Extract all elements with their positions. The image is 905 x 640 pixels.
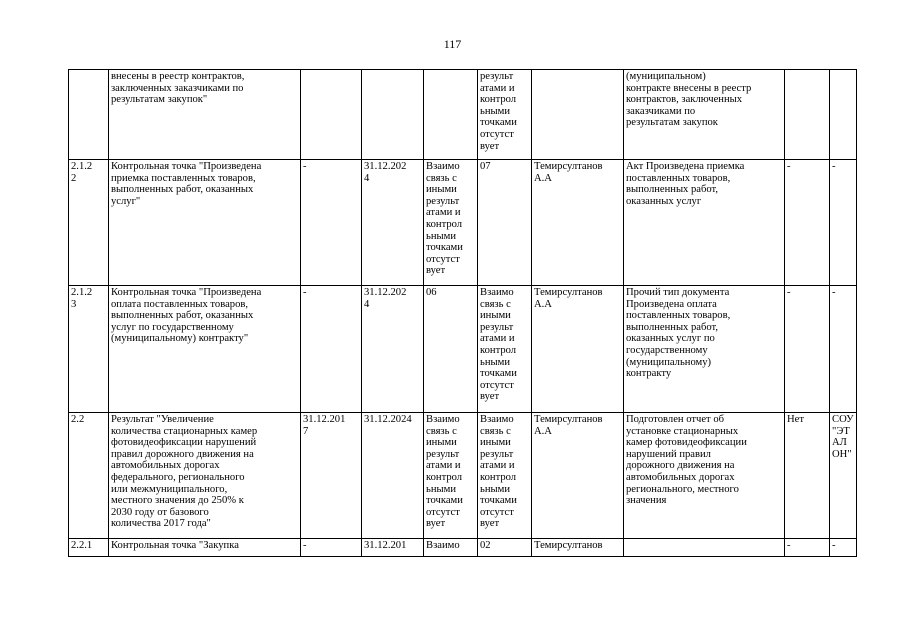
cell-start-date: -: [301, 539, 362, 557]
cell-column-9: -: [785, 160, 830, 286]
table-row: [69, 413, 857, 539]
cell-responsible: Темирсултанов А.А: [532, 413, 624, 539]
cell-column-10: -: [830, 160, 857, 286]
cell-name: внесены в реестр контрактов, заключенных заказчиками по результатам закупок": [109, 70, 301, 160]
cell-column-9: Нет: [785, 413, 830, 539]
cell-column-6: результ атами и контрол ьными точками отсутст вует: [478, 70, 532, 160]
cell-name: Результат "Увеличение количества стационарных камер фотовидеофиксации нарушений правил дорожного движения на автомобильных дорогах федерального, регионального или межмуниципального, местного значения до 250% к 2030 году от базового количества 2017 года": [109, 413, 301, 539]
cell-end-date: 31.12.2024: [362, 413, 424, 539]
cell-number: 2.2: [69, 413, 109, 539]
cell-number: 2.2.1: [69, 539, 109, 557]
cell-column-6: 02: [478, 539, 532, 557]
cell-document: Подготовлен отчет об установке стационарных камер фотовидеофиксации нарушений правил дорожного движения на автомобильных дорогах регионального, местного значения: [624, 413, 785, 539]
cell-document: [624, 539, 785, 557]
cell-column-6: 07: [478, 160, 532, 286]
table-row: [69, 286, 857, 413]
cell-number: 2.1.2 2: [69, 160, 109, 286]
cell-column-5: Взаимо связь с иными результ атами и контрол ьными точками отсутст вует: [424, 413, 478, 539]
cell-start-date: -: [301, 160, 362, 286]
cell-column-10: СОУ "ЭТАЛ ОН": [830, 413, 857, 539]
cell-document: Прочий тип документа Произведена оплата поставленных товаров, выполненных работ, оказанных услуг по государственному (муниципальному) контракту: [624, 286, 785, 413]
cell-column-10: [830, 70, 857, 160]
cell-document: Акт Произведена приемка поставленных товаров, выполненных работ, оказанных услуг: [624, 160, 785, 286]
cell-number: 2.1.2 3: [69, 286, 109, 413]
cell-name: Контрольная точка "Закупка: [109, 539, 301, 557]
cell-column-6: Взаимо связь с иными результ атами и контрол ьными точками отсутст вует: [478, 413, 532, 539]
cell-column-5: Взаимо: [424, 539, 478, 557]
cell-column-10: -: [830, 539, 857, 557]
cell-responsible: Темирсултанов А.А: [532, 286, 624, 413]
table-row: [69, 70, 857, 160]
cell-end-date: 31.12.202 4: [362, 286, 424, 413]
page-number: 117: [443, 37, 462, 51]
cell-column-9: -: [785, 539, 830, 557]
cell-column-5: 06: [424, 286, 478, 413]
cell-name: Контрольная точка "Произведена оплата поставленных товаров, выполненных работ, оказанных услуг по государственному (муниципальному) контракту": [109, 286, 301, 413]
table-row: [69, 160, 857, 286]
cell-start-date: [301, 70, 362, 160]
report-table: [68, 69, 857, 557]
cell-document: (муниципальном) контракте внесены в реестр контрактов, заключенных заказчиками по результатам закупок: [624, 70, 785, 160]
cell-column-9: [785, 70, 830, 160]
cell-responsible: [532, 70, 624, 160]
cell-end-date: 31.12.202 4: [362, 160, 424, 286]
cell-column-9: -: [785, 286, 830, 413]
cell-end-date: [362, 70, 424, 160]
cell-start-date: 31.12.201 7: [301, 413, 362, 539]
cell-responsible: Темирсултанов А.А: [532, 160, 624, 286]
cell-start-date: -: [301, 286, 362, 413]
table-row: [69, 539, 857, 557]
cell-name: Контрольная точка "Произведена приемка поставленных товаров, выполненных работ, оказанных услуг": [109, 160, 301, 286]
cell-responsible: Темирсултанов: [532, 539, 624, 557]
cell-column-6: Взаимо связь с иными результ атами и контрол ьными точками отсутст вует: [478, 286, 532, 413]
cell-number: [69, 70, 109, 160]
cell-column-5: [424, 70, 478, 160]
cell-column-5: Взаимо связь с иными результ атами и контрол ьными точками отсутст вует: [424, 160, 478, 286]
cell-column-10: -: [830, 286, 857, 413]
cell-end-date: 31.12.201: [362, 539, 424, 557]
